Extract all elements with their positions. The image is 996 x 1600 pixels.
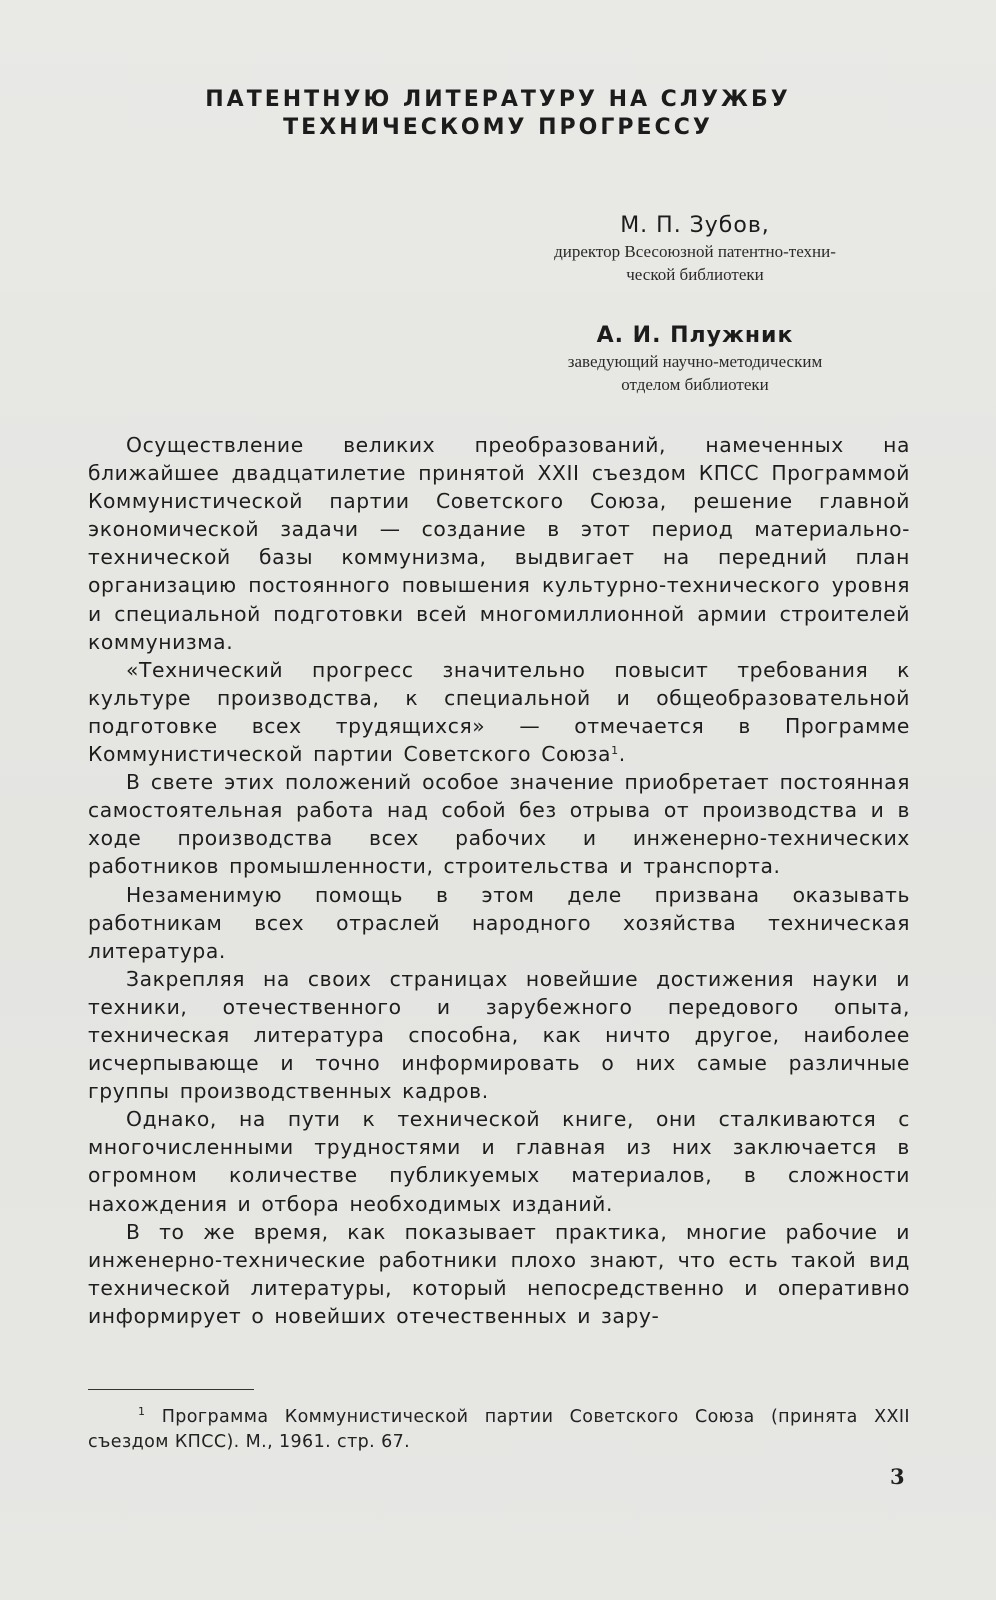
article-body bbox=[88, 431, 910, 1330]
footnote-marker: 1 bbox=[138, 1405, 146, 1418]
article-title-line-2: ТЕХНИЧЕСКОМУ ПРОГРЕССУ bbox=[283, 115, 713, 140]
paragraph: Однако, на пути к технической книге, они сталкиваются с многочисленными трудностями и главная из них заключается в огромном количестве публикуемых материалов, в сложности нахождения и отбора необходимых изданий. bbox=[88, 1107, 910, 1216]
page-number: 3 bbox=[890, 1464, 905, 1489]
paragraph: Закрепляя на своих страницах новейшие достижения науки и техники, отечественного и зарубежного передового опыта, техническая литература способна, как ничто другое, наиболее исчерпывающе и точно информировать о них самые различные группы производственных кадров. bbox=[88, 966, 910, 1104]
author-role-line-2: ческой библиотеки bbox=[626, 265, 764, 284]
author-block-1 bbox=[470, 212, 920, 286]
paragraph-with-footnote: «Технический прогресс значительно повысит требования к культуре производства, к специальной и общеобразовательной подготовке всех трудящихся» — отмечается в Программе Коммунистической партии Советского Союза$^1$. bbox=[88, 657, 910, 767]
paragraph-text: «Технический прогресс значительно повысит требования к культуре производства, к специальной и общеобразовательной подготовке всех трудящихся» — отмечается в Программе Коммунистической партии Советского Союза bbox=[88, 657, 910, 767]
author-name: М. П. Зубов, bbox=[620, 213, 770, 238]
author-role-line-1: заведующий научно-методическим bbox=[567, 352, 823, 371]
paragraph: В свете этих положений особое значение приобретает постоянная самостоятельная работа над собой без отрыва от производства и в ходе производства всех рабочих и инженерно-технических работников промышленности, строительства и транспорта. bbox=[88, 770, 910, 879]
footnote-text: Программа Коммунистической партии Советского Союза (принята XXII съездом КПСС). М., 1961. стр. 67. bbox=[88, 1407, 910, 1452]
author-role-line-1: директор Всесоюзной патентно-техни- bbox=[554, 242, 836, 261]
paragraph: Незаменимую помощь в этом деле призвана оказывать работникам всех отраслей народного хозяйства техническая литература. bbox=[88, 882, 910, 963]
author-name: А. И. Плужник bbox=[596, 323, 794, 348]
article-title-line-1: ПАТЕНТНУЮ ЛИТЕРАТУРУ НА СЛУЖБУ bbox=[205, 87, 791, 112]
footnote-divider bbox=[88, 1389, 254, 1390]
paragraph: Осуществление великих преобразований, намеченных на ближайшее двадцатилетие принятой XXII съездом КПСС Программой Коммунистической партии Советского Союза, решение главной экономической задачи — создание в этот период материально-технической базы коммунизма, выдвигает на передний план организацию постоянного повышения культурно-технического уровня и специальной подготовки всей многомиллионной армии строителей коммунизма. bbox=[88, 433, 910, 654]
footnote-reference: 1 bbox=[611, 744, 619, 758]
footnote bbox=[88, 1405, 910, 1455]
paragraph: В то же время, как показывает практика, многие рабочие и инженерно-технические работники плохо знают, что есть такой вид технической литературы, который непосредственно и оперативно информирует о новейших отечественных и зару- bbox=[88, 1219, 910, 1328]
author-block-2 bbox=[470, 322, 920, 396]
author-role-line-2: отделом библиотеки bbox=[621, 375, 769, 394]
